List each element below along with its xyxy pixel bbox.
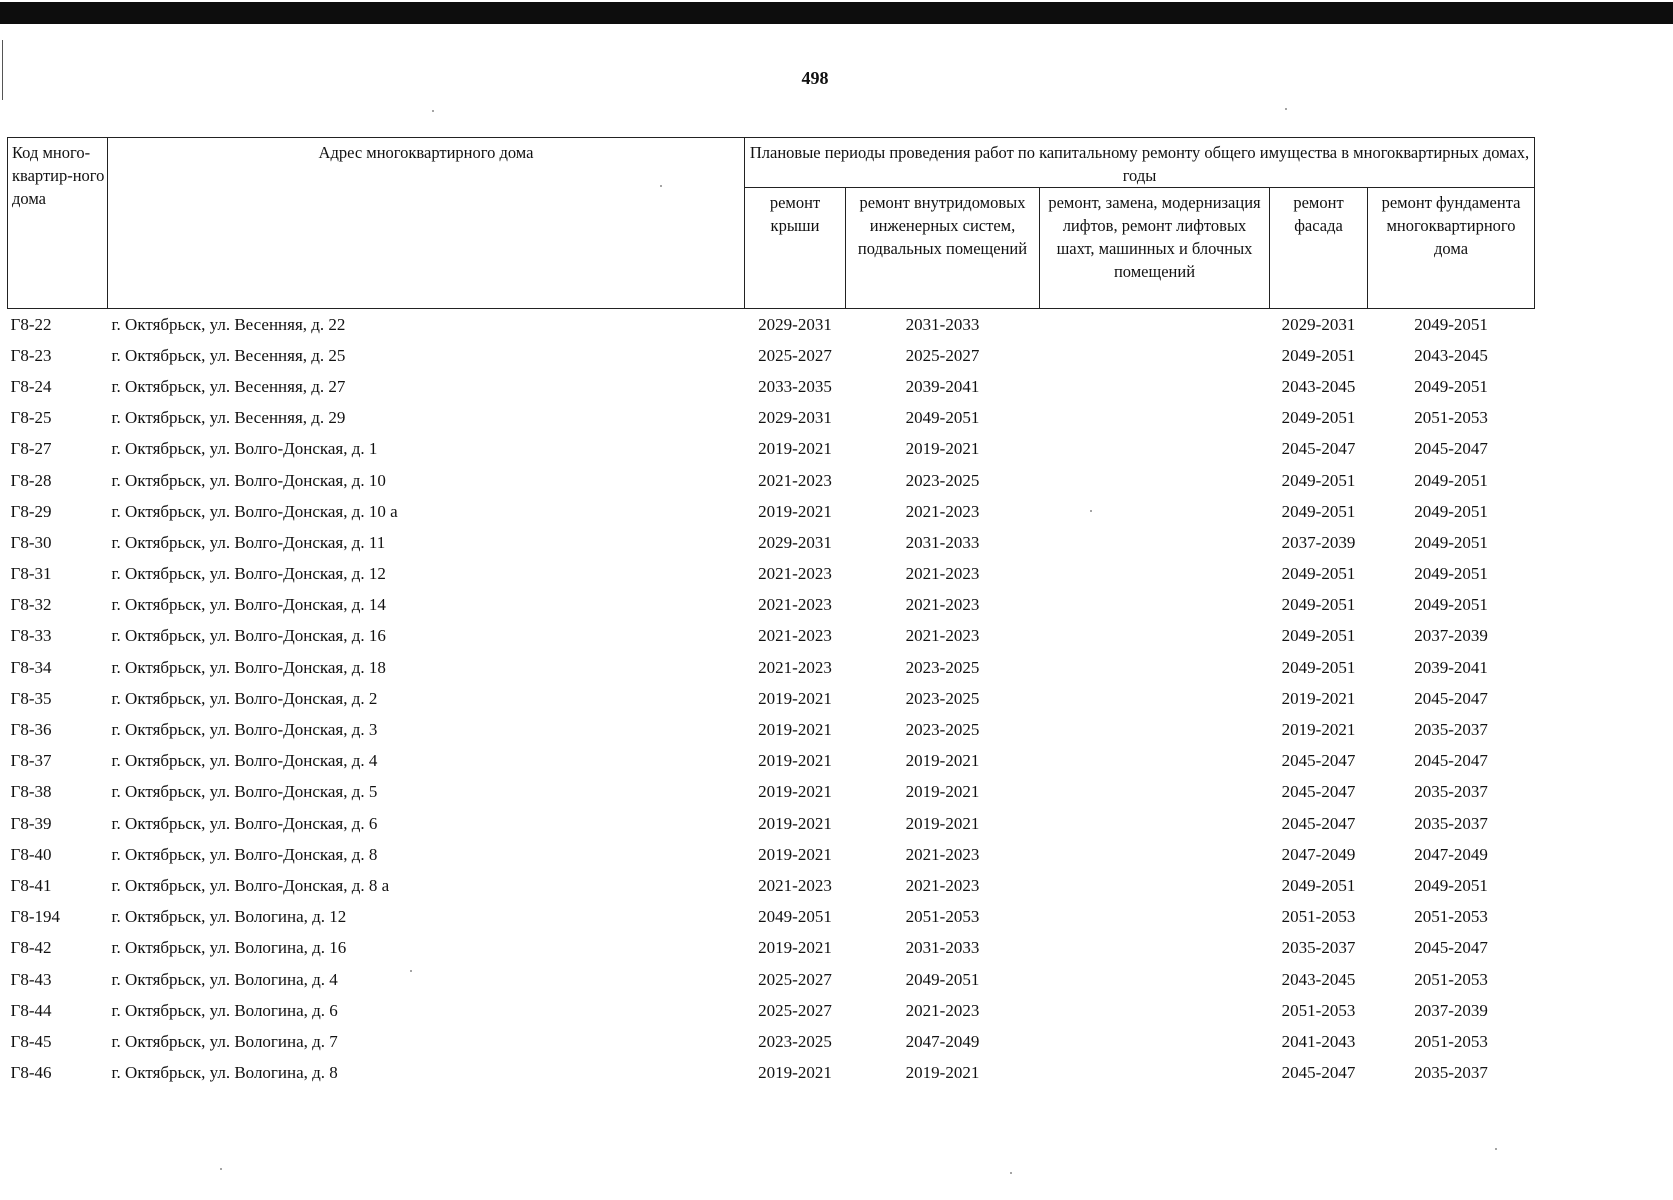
cell-address: г. Октябрьск, ул. Вологина, д. 6	[111, 1000, 338, 1020]
cell-elevators	[1040, 746, 1270, 777]
cell-address: г. Октябрьск, ул. Волго-Донская, д. 11	[111, 532, 386, 552]
cell-engineering: 2031-2033	[905, 314, 980, 334]
page-number: 498	[801, 68, 829, 88]
cell-foundation: 2049-2051	[1414, 501, 1488, 521]
cell-engineering: 2031-2033	[905, 532, 980, 552]
table-row	[8, 746, 1535, 777]
cell-address: г. Октябрьск, ул. Волго-Донская, д. 3	[111, 720, 378, 740]
cell-engineering: 2049-2051	[905, 969, 980, 989]
scan-top-border	[0, 2, 1673, 24]
header-elevators: ремонт, замена, модернизация лифтов, ремонт лифтовых шахт, машинных и блочных помещений	[1040, 188, 1270, 309]
table-body	[8, 309, 1535, 1089]
cell-facade: 2041-2043	[1281, 1031, 1356, 1051]
cell-elevators	[1040, 902, 1270, 933]
table-row	[8, 309, 1535, 341]
cell-elevators	[1040, 559, 1270, 590]
cell-engineering: 2019-2021	[905, 782, 980, 802]
table-row	[8, 902, 1535, 933]
cell-elevators	[1040, 340, 1270, 371]
cell-elevators	[1040, 652, 1270, 683]
cell-roof: 2021-2023	[758, 657, 832, 677]
cell-roof: 2019-2021	[758, 688, 832, 708]
cell-address: г. Октябрьск, ул. Весенняя, д. 22	[111, 314, 346, 334]
cell-foundation: 2049-2051	[1414, 532, 1488, 552]
cell-facade: 2051-2053	[1281, 1000, 1356, 1020]
scan-left-edge	[2, 40, 3, 100]
cell-elevators	[1040, 933, 1270, 964]
cell-facade: 2019-2021	[1281, 688, 1356, 708]
table-row	[8, 933, 1535, 964]
cell-facade: 2049-2051	[1281, 501, 1356, 521]
cell-roof: 2021-2023	[758, 470, 832, 490]
cell-elevators	[1040, 839, 1270, 870]
table-row	[8, 465, 1535, 496]
cell-address: г. Октябрьск, ул. Вологина, д. 4	[111, 969, 338, 989]
cell-foundation: 2035-2037	[1414, 720, 1488, 740]
cell-code: Г8-29	[10, 501, 52, 521]
cell-address: г. Октябрьск, ул. Волго-Донская, д. 5	[111, 782, 378, 802]
cell-roof: 2029-2031	[758, 314, 832, 334]
table-row	[8, 496, 1535, 527]
header-code: Код много-квартир-ного дома	[8, 138, 108, 309]
cell-facade: 2051-2053	[1281, 907, 1356, 927]
cell-address: г. Октябрьск, ул. Вологина, д. 8	[111, 1063, 338, 1083]
cell-address: г. Октябрьск, ул. Весенняя, д. 27	[111, 376, 346, 396]
repair-schedule-table	[7, 137, 1535, 1089]
cell-engineering: 2051-2053	[905, 907, 980, 927]
cell-facade: 2049-2051	[1281, 875, 1356, 895]
cell-roof: 2049-2051	[758, 907, 832, 927]
cell-elevators	[1040, 870, 1270, 901]
cell-code: Г8-43	[10, 969, 52, 989]
cell-address: г. Октябрьск, ул. Волго-Донская, д. 6	[111, 813, 378, 833]
table-row	[8, 559, 1535, 590]
cell-foundation: 2049-2051	[1414, 875, 1488, 895]
cell-code: Г8-24	[10, 376, 52, 396]
cell-elevators	[1040, 964, 1270, 995]
cell-facade: 2043-2045	[1281, 969, 1356, 989]
cell-engineering: 2031-2033	[905, 938, 980, 958]
cell-roof: 2021-2023	[758, 595, 832, 615]
table-row	[8, 652, 1535, 683]
cell-address: г. Октябрьск, ул. Волго-Донская, д. 10	[111, 470, 386, 490]
cell-foundation: 2045-2047	[1414, 439, 1488, 459]
cell-code: Г8-22	[10, 314, 52, 334]
cell-roof: 2029-2031	[758, 532, 832, 552]
cell-code: Г8-41	[10, 875, 52, 895]
table-row	[8, 1026, 1535, 1057]
cell-code: Г8-44	[10, 1000, 52, 1020]
table-row	[8, 403, 1535, 434]
cell-engineering: 2021-2023	[905, 595, 980, 615]
scan-speck	[220, 1168, 222, 1170]
cell-code: Г8-33	[10, 626, 52, 646]
cell-elevators	[1040, 309, 1270, 341]
cell-address: г. Октябрьск, ул. Вологина, д. 16	[111, 938, 347, 958]
cell-elevators	[1040, 995, 1270, 1026]
cell-facade: 2029-2031	[1281, 314, 1356, 334]
cell-engineering: 2049-2051	[905, 408, 980, 428]
cell-engineering: 2021-2023	[905, 1000, 980, 1020]
cell-address: г. Октябрьск, ул. Весенняя, д. 25	[111, 345, 346, 365]
cell-foundation: 2049-2051	[1414, 564, 1488, 584]
cell-roof: 2019-2021	[758, 720, 832, 740]
cell-address: г. Октябрьск, ул. Волго-Донская, д. 2	[111, 688, 378, 708]
cell-code: Г8-31	[10, 564, 52, 584]
header-address: Адрес многоквартирного дома	[108, 138, 745, 309]
cell-roof: 2019-2021	[758, 782, 832, 802]
cell-facade: 2019-2021	[1281, 720, 1356, 740]
cell-foundation: 2035-2037	[1414, 782, 1488, 802]
cell-foundation: 2051-2053	[1414, 408, 1488, 428]
cell-elevators	[1040, 1058, 1270, 1089]
cell-foundation: 2051-2053	[1414, 1031, 1488, 1051]
cell-elevators	[1040, 683, 1270, 714]
cell-facade: 2037-2039	[1281, 532, 1356, 552]
cell-elevators	[1040, 590, 1270, 621]
cell-foundation: 2045-2047	[1414, 688, 1488, 708]
cell-elevators	[1040, 808, 1270, 839]
cell-address: г. Октябрьск, ул. Вологина, д. 12	[111, 907, 347, 927]
cell-foundation: 2039-2041	[1414, 657, 1488, 677]
cell-facade: 2045-2047	[1281, 782, 1356, 802]
table-row	[8, 964, 1535, 995]
cell-roof: 2019-2021	[758, 501, 832, 521]
header-foundation: ремонт фундамента многоквартирного дома	[1368, 188, 1535, 309]
cell-address: г. Октябрьск, ул. Волго-Донская, д. 18	[111, 657, 386, 677]
cell-foundation: 2049-2051	[1414, 314, 1488, 334]
cell-facade: 2049-2051	[1281, 657, 1356, 677]
cell-elevators	[1040, 434, 1270, 465]
cell-foundation: 2045-2047	[1414, 751, 1488, 771]
scan-speck	[1090, 510, 1092, 512]
cell-address: г. Октябрьск, ул. Волго-Донская, д. 10 а	[111, 501, 398, 521]
cell-address: г. Октябрьск, ул. Волго-Донская, д. 8	[111, 844, 378, 864]
cell-address: г. Октябрьск, ул. Волго-Донская, д. 4	[111, 751, 378, 771]
cell-engineering: 2025-2027	[905, 345, 980, 365]
cell-engineering: 2023-2025	[905, 688, 980, 708]
cell-elevators	[1040, 777, 1270, 808]
cell-engineering: 2021-2023	[905, 875, 980, 895]
table-row	[8, 808, 1535, 839]
header-roof: ремонт крыши	[745, 188, 846, 309]
cell-roof: 2019-2021	[758, 844, 832, 864]
cell-engineering: 2019-2021	[905, 751, 980, 771]
header-periods-group: Плановые периоды проведения работ по капитальному ремонту общего имущества в многоквартирных домах, годы	[745, 138, 1535, 188]
cell-engineering: 2021-2023	[905, 564, 980, 584]
cell-foundation: 2037-2039	[1414, 1000, 1488, 1020]
cell-address: г. Октябрьск, ул. Волго-Донская, д. 8 а	[111, 875, 390, 895]
cell-engineering: 2019-2021	[905, 439, 980, 459]
scan-speck	[410, 970, 412, 972]
cell-facade: 2035-2037	[1281, 938, 1356, 958]
cell-roof: 2019-2021	[758, 439, 832, 459]
cell-elevators	[1040, 621, 1270, 652]
table-row	[8, 870, 1535, 901]
cell-facade: 2045-2047	[1281, 751, 1356, 771]
cell-code: Г8-36	[10, 720, 52, 740]
table-row	[8, 683, 1535, 714]
table-row	[8, 995, 1535, 1026]
cell-code: Г8-194	[10, 907, 60, 927]
cell-roof: 2019-2021	[758, 1063, 832, 1083]
cell-code: Г8-34	[10, 657, 52, 677]
table-row	[8, 371, 1535, 402]
cell-code: Г8-25	[10, 408, 52, 428]
cell-address: г. Октябрьск, ул. Волго-Донская, д. 14	[111, 595, 386, 615]
cell-roof: 2021-2023	[758, 626, 832, 646]
scan-speck	[660, 185, 662, 187]
cell-engineering: 2023-2025	[905, 470, 980, 490]
cell-engineering: 2019-2021	[905, 1063, 980, 1083]
cell-code: Г8-23	[10, 345, 52, 365]
cell-foundation: 2047-2049	[1414, 844, 1488, 864]
table-row	[8, 340, 1535, 371]
cell-roof: 2021-2023	[758, 564, 832, 584]
cell-facade: 2049-2051	[1281, 626, 1356, 646]
cell-code: Г8-37	[10, 751, 52, 771]
cell-foundation: 2043-2045	[1414, 345, 1488, 365]
cell-code: Г8-46	[10, 1063, 52, 1083]
cell-foundation: 2049-2051	[1414, 376, 1488, 396]
cell-elevators	[1040, 371, 1270, 402]
cell-address: г. Октябрьск, ул. Вологина, д. 7	[111, 1031, 338, 1051]
table-row	[8, 1058, 1535, 1089]
cell-code: Г8-30	[10, 532, 52, 552]
table-row	[8, 434, 1535, 465]
cell-facade: 2045-2047	[1281, 1063, 1356, 1083]
cell-elevators	[1040, 403, 1270, 434]
cell-elevators	[1040, 527, 1270, 558]
cell-code: Г8-35	[10, 688, 52, 708]
cell-elevators	[1040, 1026, 1270, 1057]
cell-facade: 2049-2051	[1281, 564, 1356, 584]
cell-foundation: 2037-2039	[1414, 626, 1488, 646]
cell-engineering: 2023-2025	[905, 720, 980, 740]
cell-facade: 2045-2047	[1281, 439, 1356, 459]
cell-roof: 2025-2027	[758, 345, 832, 365]
scan-speck	[432, 110, 434, 112]
cell-code: Г8-28	[10, 470, 52, 490]
cell-engineering: 2047-2049	[905, 1031, 980, 1051]
cell-code: Г8-40	[10, 844, 52, 864]
cell-elevators	[1040, 714, 1270, 745]
cell-engineering: 2023-2025	[905, 657, 980, 677]
cell-foundation: 2035-2037	[1414, 1063, 1488, 1083]
cell-foundation: 2051-2053	[1414, 969, 1488, 989]
scan-speck	[1010, 1172, 1012, 1174]
cell-roof: 2033-2035	[758, 376, 832, 396]
cell-engineering: 2019-2021	[905, 813, 980, 833]
cell-roof: 2019-2021	[758, 813, 832, 833]
cell-foundation: 2049-2051	[1414, 470, 1488, 490]
cell-address: г. Октябрьск, ул. Волго-Донская, д. 16	[111, 626, 386, 646]
cell-roof: 2025-2027	[758, 1000, 832, 1020]
cell-engineering: 2039-2041	[905, 376, 980, 396]
cell-roof: 2029-2031	[758, 408, 832, 428]
cell-facade: 2049-2051	[1281, 408, 1356, 428]
cell-engineering: 2021-2023	[905, 626, 980, 646]
table-row	[8, 621, 1535, 652]
header-facade: ремонт фасада	[1270, 188, 1368, 309]
cell-foundation: 2051-2053	[1414, 907, 1488, 927]
cell-facade: 2049-2051	[1281, 345, 1356, 365]
cell-roof: 2025-2027	[758, 969, 832, 989]
table-row	[8, 777, 1535, 808]
cell-roof: 2019-2021	[758, 938, 832, 958]
cell-roof: 2019-2021	[758, 751, 832, 771]
cell-elevators	[1040, 465, 1270, 496]
table-row	[8, 714, 1535, 745]
table-row	[8, 527, 1535, 558]
cell-facade: 2043-2045	[1281, 376, 1356, 396]
cell-elevators	[1040, 496, 1270, 527]
scan-speck	[1285, 108, 1287, 110]
table-row	[8, 590, 1535, 621]
cell-facade: 2047-2049	[1281, 844, 1356, 864]
cell-code: Г8-27	[10, 439, 52, 459]
cell-code: Г8-45	[10, 1031, 52, 1051]
cell-roof: 2021-2023	[758, 875, 832, 895]
cell-foundation: 2045-2047	[1414, 938, 1488, 958]
cell-code: Г8-38	[10, 782, 52, 802]
header-engineering: ремонт внутридомовых инженерных систем, подвальных помещений	[846, 188, 1040, 309]
cell-address: г. Октябрьск, ул. Весенняя, д. 29	[111, 408, 346, 428]
cell-facade: 2049-2051	[1281, 470, 1356, 490]
cell-code: Г8-42	[10, 938, 52, 958]
cell-roof: 2023-2025	[758, 1031, 832, 1051]
cell-foundation: 2035-2037	[1414, 813, 1488, 833]
cell-facade: 2049-2051	[1281, 595, 1356, 615]
cell-engineering: 2021-2023	[905, 844, 980, 864]
cell-foundation: 2049-2051	[1414, 595, 1488, 615]
cell-code: Г8-32	[10, 595, 52, 615]
cell-facade: 2045-2047	[1281, 813, 1356, 833]
cell-engineering: 2021-2023	[905, 501, 980, 521]
cell-code: Г8-39	[10, 813, 52, 833]
table-row	[8, 839, 1535, 870]
scan-speck	[1495, 1148, 1497, 1150]
cell-address: г. Октябрьск, ул. Волго-Донская, д. 1	[111, 439, 378, 459]
cell-address: г. Октябрьск, ул. Волго-Донская, д. 12	[111, 564, 386, 584]
